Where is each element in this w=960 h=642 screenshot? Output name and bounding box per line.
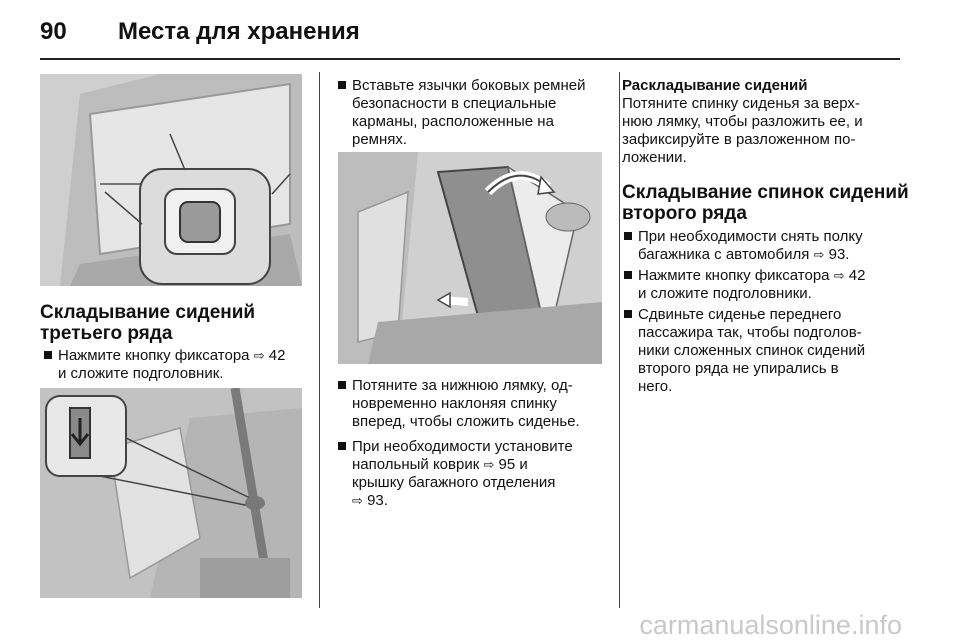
page-header — [40, 18, 360, 46]
paragraph-line: ложении. — [622, 149, 687, 166]
item-text: крышку багажного отделения — [352, 474, 556, 491]
bullet-icon — [338, 381, 346, 389]
bullet-icon — [338, 442, 346, 450]
item-text: При необходимости снять полку — [638, 228, 863, 245]
item-text: Нажмите кнопку фиксатора — [638, 267, 830, 284]
section-heading-second-row — [622, 182, 922, 224]
bullet-icon — [338, 81, 346, 89]
header-rule — [40, 58, 900, 60]
bullet-icon — [44, 351, 52, 359]
illustration-fold-seat — [338, 152, 602, 364]
item-text: карманы, расположенные на — [352, 113, 554, 130]
heading-line: второго ряда — [622, 203, 747, 224]
arrow-ref-icon: ⇨ — [352, 493, 363, 508]
item-text: Потяните за нижнюю лямку, од- — [352, 377, 573, 394]
page-ref: 42 — [848, 267, 866, 284]
heading-line: Складывание сидений — [40, 302, 256, 323]
item-text: новременно наклоняя спинку — [352, 395, 557, 412]
list-item — [624, 306, 928, 396]
page-ref: 93. — [367, 492, 388, 509]
item-text: ники сложенных спинок сидений — [638, 342, 866, 359]
item-text: второго ряда не упирались в — [638, 360, 839, 377]
arrow-ref-icon: ⇨ — [833, 268, 845, 283]
column-divider — [619, 72, 620, 608]
list-item — [624, 267, 928, 303]
list-item — [44, 347, 320, 383]
list-item — [338, 438, 622, 510]
page-ref: 42 — [268, 347, 286, 364]
paragraph-unfold — [622, 95, 912, 167]
page-ref: 95 — [498, 456, 516, 473]
item-text: Нажмите кнопку фиксатора — [58, 347, 250, 364]
heading-line: третьего ряда — [40, 323, 173, 344]
item-text: и сложите подголовники. — [638, 285, 812, 302]
arrow-ref-icon: ⇨ — [253, 348, 265, 363]
column-divider — [319, 72, 320, 608]
list-item — [338, 377, 622, 431]
item-text: и сложите подголовник. — [58, 365, 224, 382]
page-title: Места для хранения — [118, 18, 360, 45]
bullet-icon — [624, 271, 632, 279]
item-text: Вставьте язычки боковых ремней — [352, 77, 586, 94]
subheading-unfold: Раскладывание сидений — [622, 77, 808, 94]
paragraph-line: зафиксируйте в разложенном по- — [622, 131, 856, 148]
fold-seat-drawing — [338, 152, 602, 364]
item-text: безопасности в специальные — [352, 95, 557, 112]
item-text: вперед, чтобы сложить сиденье. — [352, 413, 580, 430]
arrow-ref-icon: ⇨ — [483, 457, 495, 472]
item-text: ремнях. — [352, 131, 408, 148]
item-text: багажника с автомобиля — [638, 246, 810, 263]
trunk-lock-drawing — [40, 74, 302, 286]
section-heading-third-row — [40, 302, 310, 344]
item-text: и — [519, 456, 528, 473]
page-ref: 93. — [828, 246, 850, 263]
item-text: Сдвиньте сиденье переднего — [638, 306, 842, 323]
bullet-icon — [624, 232, 632, 240]
bullet-icon — [624, 310, 632, 318]
item-text: него. — [638, 378, 673, 395]
list-item — [338, 77, 622, 149]
page-number: 90 — [40, 18, 67, 45]
item-text: При необходимости установите — [352, 438, 573, 455]
illustration-seat-belt — [40, 388, 302, 598]
paragraph-line: Потяните спинку сиденья за верх- — [622, 95, 860, 112]
paragraph-line: нюю лямку, чтобы разложить ее, и — [622, 113, 863, 130]
illustration-trunk-lock — [40, 74, 302, 286]
arrow-ref-icon: ⇨ — [813, 247, 825, 262]
seat-belt-drawing — [40, 388, 302, 598]
item-text: напольный коврик — [352, 456, 480, 473]
watermark: carmanualsonline.info — [639, 610, 902, 640]
item-text: пассажира так, чтобы подголов- — [638, 324, 862, 341]
heading-line: Складывание спинок сидений — [622, 182, 909, 203]
list-item — [624, 228, 928, 264]
